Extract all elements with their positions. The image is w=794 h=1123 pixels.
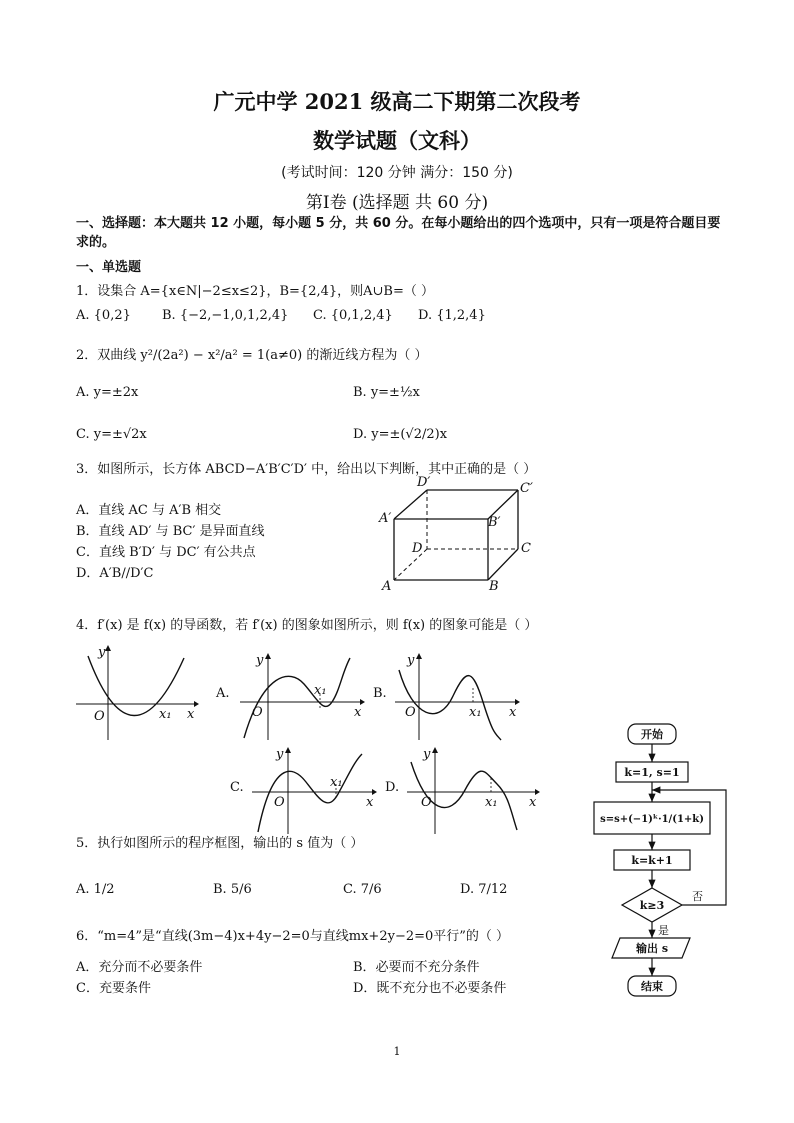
q5-option-d: D. 7/12 — [460, 882, 508, 897]
option-a-origin-label: O — [252, 705, 263, 720]
q2-option-a: A. y=±2x — [76, 385, 139, 400]
option-b-y-label: y — [407, 653, 415, 668]
flow-init-label: k=1, s=1 — [624, 766, 680, 779]
option-b-x1-label: x₁ — [469, 705, 482, 720]
subheading: 一、单选题 — [76, 260, 142, 275]
option-c-x1-label: x₁ — [330, 775, 343, 790]
flow-condition-label: k≥3 — [639, 899, 665, 912]
option-d-x-label: x — [529, 795, 537, 810]
option-d-origin-label: O — [421, 795, 432, 810]
question-3-stem: 3．如图所示，长方体 ABCD−A′B′C′D′ 中，给出以下判断，其中正确的是（ ） — [76, 462, 537, 477]
q6-option-d: D．既不充分也不必要条件 — [353, 981, 507, 996]
q4-option-a-graph — [238, 648, 368, 743]
question-1-stem: 1．设集合 A={x∈N|−2≤x≤2}，B={2,4}，则A∪B=（ ） — [76, 284, 435, 299]
q6-option-a: A．充分而不必要条件 — [76, 960, 203, 975]
option-d-y-label: y — [423, 747, 431, 762]
page-number: 1 — [393, 1045, 401, 1058]
cuboid-label-c: C — [521, 541, 531, 556]
q4-option-b-graph — [393, 648, 523, 743]
derivative-graph — [74, 642, 199, 742]
q5-option-a: A. 1/2 — [76, 882, 115, 897]
flow-output-label: 输出 s — [635, 942, 669, 955]
q4-option-c-graph — [250, 742, 380, 837]
q4-option-c-label: C. — [230, 780, 244, 795]
cuboid-figure — [372, 472, 542, 597]
cuboid-label-a: A — [382, 579, 392, 594]
derivative-origin-label: O — [94, 709, 105, 724]
q4-option-d-graph — [405, 742, 545, 837]
part-instructions: 一、选择题：本大题共 12 小题，每小题 5 分，共 60 分。在每小题给出的四个选项中，只有一项是符合题目要求的。 — [76, 216, 721, 250]
q2-option-c: C. y=±√2x — [76, 427, 147, 442]
option-a-x-label: x — [354, 705, 362, 720]
derivative-x-label: x — [187, 707, 195, 722]
option-a-x1-label: x₁ — [314, 683, 327, 698]
q3-option-a: A．直线 AC 与 A′B 相交 — [76, 503, 222, 518]
q1-option-a: A. {0,2} — [76, 308, 131, 323]
q5-option-c: C. 7/6 — [343, 882, 382, 897]
flow-no-label: 否 — [692, 890, 703, 903]
option-c-origin-label: O — [274, 795, 285, 810]
q1-option-b: B. {−2,−1,0,1,2,4} — [162, 308, 289, 323]
option-b-origin-label: O — [405, 705, 416, 720]
question-4-stem: 4．f′(x) 是 f(x) 的导函数，若 f′(x) 的图象如图所示，则 f(x) 的图象可能是（ ） — [76, 618, 538, 633]
q1-option-c: C. {0,1,2,4} — [313, 308, 393, 323]
flow-yes-label: 是 — [658, 924, 669, 937]
cuboid-label-b-prime: B′ — [488, 515, 501, 530]
q6-option-c: C．充要条件 — [76, 981, 151, 996]
q6-option-b: B．必要而不充分条件 — [353, 960, 480, 975]
cuboid-label-a-prime: A′ — [379, 511, 392, 526]
program-flowchart — [586, 716, 736, 1006]
derivative-y-label: y — [98, 645, 106, 660]
cuboid-label-b: B — [489, 579, 499, 594]
exam-title: 广元中学 2021 级高二下期第二次段考 — [213, 89, 581, 114]
exam-info: (考试时间：120 分钟 满分：150 分) — [281, 165, 513, 181]
cuboid-label-d: D — [412, 541, 423, 556]
section-title: 第Ⅰ卷 (选择题 共 60 分) — [305, 193, 489, 213]
q3-option-b: B．直线 AD′ 与 BC′ 是异面直线 — [76, 524, 265, 539]
q4-option-b-label: B. — [373, 686, 387, 701]
exam-subtitle: 数学试题（文科） — [313, 128, 481, 153]
q3-option-c: C．直线 B′D′ 与 DC′ 有公共点 — [76, 545, 256, 560]
option-a-y-label: y — [256, 653, 264, 668]
q4-option-a-label: A. — [216, 686, 230, 701]
option-d-x1-label: x₁ — [485, 795, 498, 810]
q2-option-b: B. y=±½x — [353, 385, 420, 400]
derivative-x1-label: x₁ — [159, 707, 172, 722]
option-c-y-label: y — [276, 747, 284, 762]
option-b-x-label: x — [509, 705, 517, 720]
q3-option-d: D．A′B//D′C — [76, 566, 154, 581]
question-2-stem: 2．双曲线 y²/(2a²) − x²/a² = 1(a≠0) 的渐近线方程为（ ） — [76, 348, 428, 363]
q5-option-b: B. 5/6 — [213, 882, 252, 897]
q4-option-d-label: D. — [385, 780, 400, 795]
flow-start-label: 开始 — [641, 728, 663, 741]
option-c-x-label: x — [366, 795, 374, 810]
cuboid-label-d-prime: D′ — [417, 475, 431, 490]
flow-update-s-label: s=s+(−1)ᵏ·1/(1+k) — [600, 814, 704, 825]
question-5-stem: 5．执行如图所示的程序框图，输出的 s 值为（ ） — [76, 836, 364, 851]
q2-option-d: D. y=±(√2/2)x — [353, 427, 448, 442]
q1-option-d: D. {1,2,4} — [418, 308, 486, 323]
question-6-stem: 6．“m=4”是“直线(3m−4)x+4y−2=0与直线mx+2y−2=0平行”的（ ） — [76, 929, 510, 944]
flow-update-k-label: k=k+1 — [631, 854, 673, 867]
cuboid-label-c-prime: C′ — [520, 481, 533, 496]
flow-end-label: 结束 — [641, 980, 663, 993]
